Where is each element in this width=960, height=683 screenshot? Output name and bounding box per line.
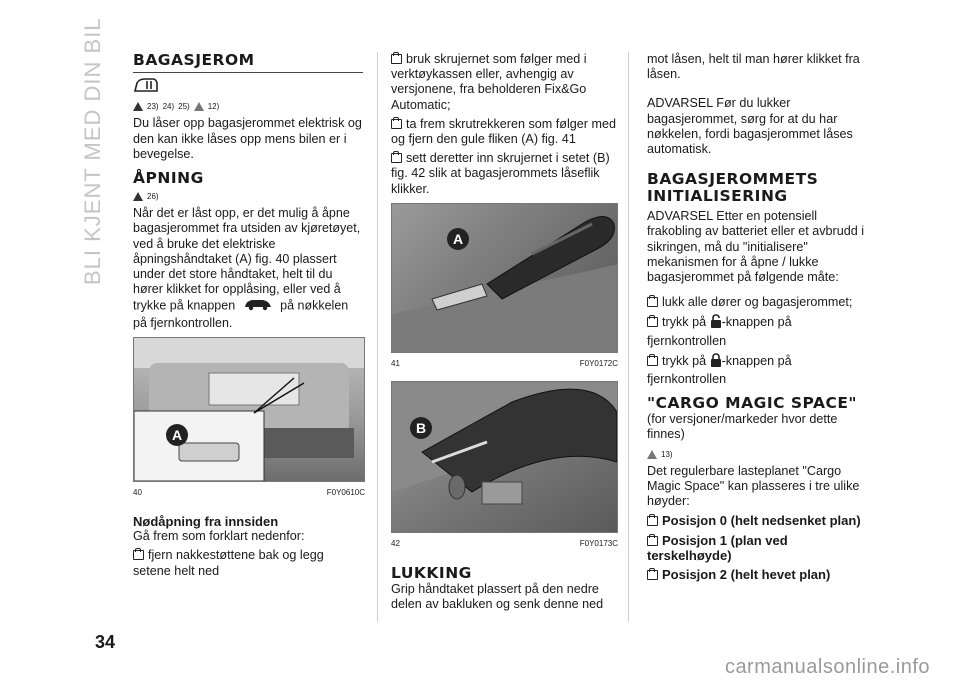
opening-text [133,206,365,331]
intro-text: Du låser opp bagasjerommet elektrisk og den kan ikke låses opp mens bilen er i bevegelse. [133,116,362,161]
emergency-title: Nødåpning fra innsiden [133,514,279,530]
label-a: A [166,424,188,446]
list-item-text: -knappen på fjernkontrollen [647,353,792,387]
list-item [391,117,618,147]
label-a: A [447,228,469,250]
warning-icon [133,102,143,111]
figure-caption [391,536,618,551]
trunk-icon [133,77,365,97]
list-item-text: trykk på [662,353,707,368]
continued-text: mot låsen, helt til man hører klikket fra låsen. [647,52,860,82]
watermark: carmanualsonline.info [724,656,930,678]
caution-icon [647,450,657,459]
list-item [647,533,869,563]
warning-refs [133,99,365,114]
figure-number: 42 [391,539,400,549]
emergency-text: Gå frem som forklart nedenfor: [133,529,305,544]
ref: 12) [207,102,220,112]
lock-open-icon [710,314,722,333]
figure-caption [133,485,365,500]
list-item-text: -knappen på fjernkontrollen [647,315,792,348]
list-item-text: trykk på [662,315,707,330]
list-item [647,513,869,528]
ref: 23) [147,102,159,112]
ref: 26) [147,192,159,202]
bullet-icon [647,356,658,366]
list-item-text: Posisjon 1 (plan ved terskelhøyde) [647,532,788,563]
bullet-icon [391,153,402,163]
list-item-text: Posisjon 0 (helt nedsenket plan) [662,513,861,529]
figure-42 [391,381,618,533]
column-3 [647,52,869,586]
list-item [391,52,618,113]
column-divider [377,52,378,622]
list-item-text: ta frem skrutrekkeren som følger med og fjern den gule fliken (A) fig. 41 [391,116,616,147]
cargo-text: Det regulerbare lasteplanet "Cargo Magic Space" kan plasseres i tre ulike høyder: [647,463,860,509]
list-item [133,548,365,578]
title-rule [133,72,363,73]
caution-icon [194,102,204,111]
warning-text: ADVARSEL Før du lukker bagasjerommet, sørg for at du har nøkkelen, fordi bagasjerommet låses automatisk. [647,96,853,157]
figure-41 [391,203,618,353]
init-title: BAGASJEROMMETS INITIALISERING [647,170,819,206]
column-2 [391,52,618,617]
opening-text-a: Når det er låst opp, er det mulig å åpne bagasjerommet fra utsiden av kjøretøyet, ved å bruke det elektriske åpningshåndtaket (A) fig. 40 plassert under det store håndtaket, helt til du hører klikket for opplåsing, eller ved å trykke på knappen [133,206,361,313]
figure-number: 41 [391,358,400,368]
figure-40 [133,337,365,482]
init-text: ADVARSEL Etter en potensiell frakobling av batteriet eller et avbrudd i sikringen, må du "initialisere" mekanismen for å åpne / lukke bagasjerommet på følgende måte: [647,209,865,285]
car-key-icon [243,297,273,315]
list-item [391,151,618,197]
lock-closed-icon [710,353,722,372]
closing-text: Grip håndtaket plassert på den nedre delen av bakluken og senk denne ned [391,582,604,612]
column-1 [133,52,365,583]
figure-code: F0Y0173C [579,539,618,549]
opening-title: ÅPNING [133,169,204,188]
page-number: 34 [95,632,116,652]
list-item [647,353,869,387]
label-b: B [410,417,432,439]
cargo-title: "CARGO MAGIC SPACE" [647,394,857,413]
opening-text-b: på nøkkelen på fjernkontrollen. [133,298,349,330]
warning-icon [133,192,143,201]
bullet-icon [647,297,658,307]
bullet-icon [647,317,658,327]
cargo-subtitle: (for versjoner/markeder hvor dette finnes) [647,412,838,442]
column-divider [628,52,629,622]
section-title: BAGASJEROM [133,51,255,69]
bullet-icon [133,550,144,560]
list-item-text: fjern nakkestøttene bak og legg setene helt ned [133,548,324,578]
list-item-text: Posisjon 2 (helt hevet plan) [662,567,831,583]
ref: 25) [178,102,190,112]
bullet-icon [647,516,658,526]
figure-caption [391,356,618,371]
side-section-title: BLI KJENT MED DIN BIL [80,17,105,285]
closing-title: LUKKING [391,564,472,583]
bullet-icon [647,536,658,546]
list-item [647,567,869,582]
ref: 24) [162,102,175,112]
warning-refs [133,189,365,204]
bullet-icon [647,570,658,580]
warning-refs [647,447,869,462]
figure-code: F0Y0172C [579,358,618,368]
bullet-icon [391,54,402,64]
bullet-icon [391,119,402,129]
list-item-text: bruk skrujernet som følger med i verktøykassen eller, avhengig av versjonene, fra beholderen Fix&Go Automatic; [391,52,587,112]
ref: 13) [661,449,673,459]
figure-number: 40 [133,487,142,497]
list-item [647,314,869,348]
list-item-text: lukk alle dører og bagasjerommet; [662,295,853,310]
list-item-text: sett deretter inn skrujernet i setet (B) fig. 42 slik at bagasjerommets låseflik klikker. [391,151,610,196]
figure-code: F0Y0610C [326,487,365,497]
list-item [647,295,869,310]
